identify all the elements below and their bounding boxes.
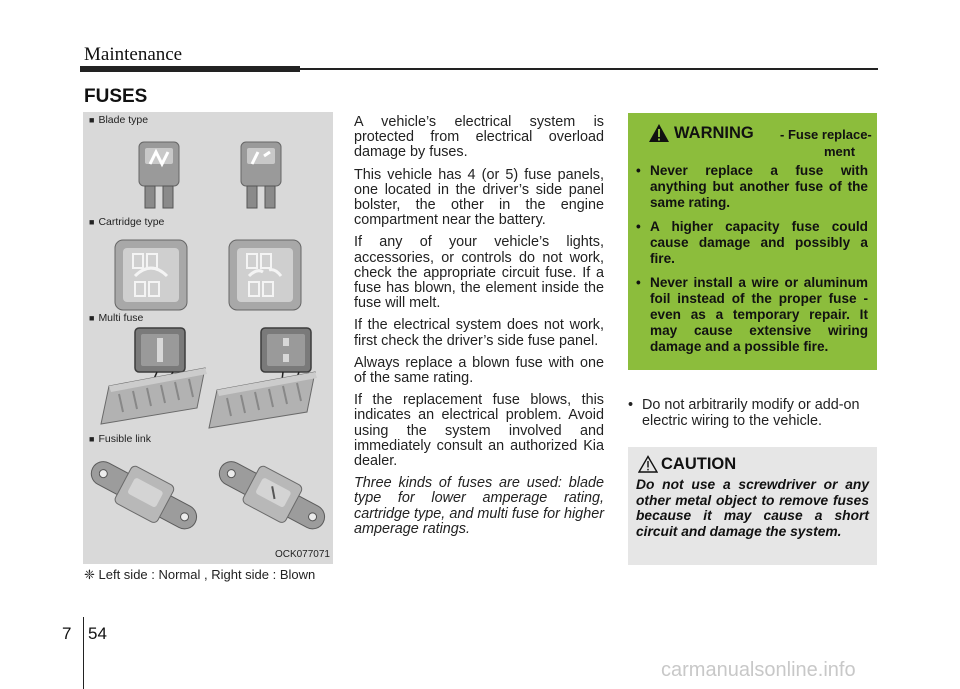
body-paragraph: If the electrical system does not work, first check the driver’s side fuse panel.: [354, 317, 604, 349]
cartridge-fuses-illustration: [83, 230, 333, 314]
body-text: [354, 115, 604, 544]
multi-fuses-illustration: [83, 324, 333, 436]
warning-triangle-icon: [648, 123, 670, 143]
bullet-glyph: •: [628, 397, 634, 413]
blade-fuses-illustration: [83, 128, 333, 218]
warning-item: • Never install a wire or aluminum foil instead of the proper fuse - even as a temporary repair. It may cause extensive wiring damage and a possible fire.: [636, 275, 868, 354]
header-rule-thin: [300, 68, 878, 70]
bullet-text: Do not arbitrarily modify or add-on electric wiring to the vehicle.: [642, 397, 860, 429]
fuse-types-figure: [83, 112, 333, 564]
figure-code: OCK077071: [274, 549, 330, 560]
caution-triangle-icon: [638, 455, 658, 473]
footer-divider: [83, 617, 84, 689]
header-rule-thick: [80, 66, 300, 72]
fusible-links-illustration: [83, 447, 333, 547]
chapter-number: 7: [62, 624, 72, 643]
watermark: carmanualsonline.info: [661, 659, 856, 681]
cartridge-type-label: ■ Cartridge type: [89, 216, 165, 228]
warning-list: [636, 163, 868, 363]
running-header: Maintenance: [84, 44, 183, 65]
body-paragraph: If the replacement fuse blows, this indicates an electrical problem. Avoid using the system involved and immediately consult an authorized Kia dealer.: [354, 392, 604, 470]
section-title: FUSES: [84, 86, 148, 107]
cartridge-fuse-blown: [229, 240, 301, 310]
body-paragraph: A vehicle’s electrical system is protected from electrical overload damage by fuses.: [354, 114, 604, 161]
body-paragraph: Always replace a blown fuse with one of the same rating.: [354, 354, 604, 387]
fusible-link-blown: [211, 449, 333, 541]
fusible-link-label: ■ Fusible link: [89, 433, 151, 445]
fusible-link-normal: [83, 449, 205, 541]
body-paragraph: If any of your vehicle’s lights, accessories, or controls do not work, check the appropriate circuit fuse. If a fuse has blown, the element inside the fuse will melt.: [354, 234, 604, 312]
multi-fuse-normal: [101, 328, 207, 424]
wiring-bullet: [628, 398, 880, 429]
warning-item: • Never replace a fuse with anything but another fuse of the same rating.: [636, 163, 868, 210]
caution-text: Do not use a screwdriver or any other metal object to remove fuses because it may cause a short circuit and damage the system.: [636, 477, 869, 539]
multi-fuse-label: ■ Multi fuse: [89, 312, 144, 324]
figure-note: ❈ Left side : Normal , Right side : Blown: [84, 567, 316, 582]
body-italic-paragraph: Three kinds of fuses are used: blade type for lower amperage rating, cartridge type, and multi fuse for higher amperage ratings.: [354, 475, 604, 537]
blade-fuse-blown: [241, 142, 281, 208]
blade-fuse-normal: [139, 142, 179, 208]
blade-type-label: ■ Blade type: [89, 114, 149, 126]
warning-subtitle-line1: - Fuse replace-: [780, 127, 872, 142]
caution-box: [628, 447, 877, 565]
warning-box: [628, 113, 877, 370]
caution-title: CAUTION: [661, 455, 737, 473]
body-paragraph: This vehicle has 4 (or 5) fuse panels, one located in the driver’s side panel bolster, the other in the engine compartment near the battery.: [354, 166, 604, 229]
warning-item: • A higher capacity fuse could cause damage and possibly a fire.: [636, 219, 868, 266]
warning-subtitle-line2: ment: [824, 144, 856, 159]
cartridge-fuse-normal: [115, 240, 187, 310]
page-number: 54: [88, 624, 107, 643]
warning-title: WARNING: [674, 124, 754, 142]
multi-fuse-blown: [209, 328, 317, 428]
